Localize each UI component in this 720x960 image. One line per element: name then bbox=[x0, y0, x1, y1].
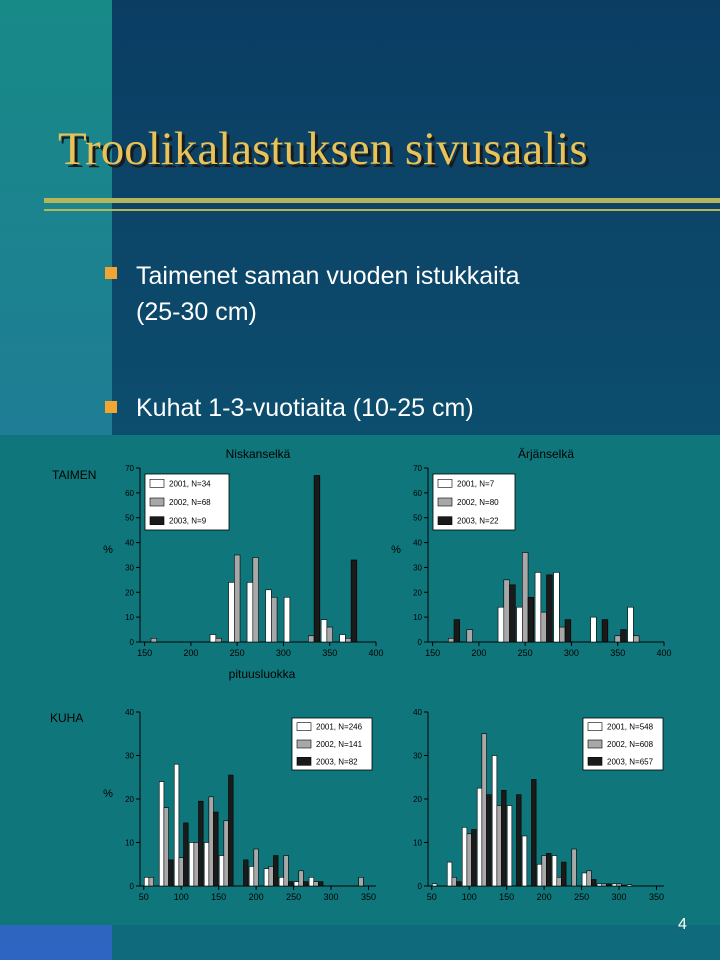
y-tick-label: 0 bbox=[129, 882, 134, 891]
bar-2002-270 bbox=[541, 612, 547, 642]
legend-swatch bbox=[588, 740, 602, 748]
bar-2003-120 bbox=[199, 801, 204, 886]
bar-2001-250 bbox=[517, 607, 523, 642]
bar-2002-350 bbox=[327, 627, 333, 642]
bar-2001-260 bbox=[294, 882, 299, 886]
bar-2002-290 bbox=[271, 597, 277, 642]
bar-2001-230 bbox=[210, 635, 216, 642]
legend-label: 2003, N=657 bbox=[607, 757, 654, 767]
bar-2002-160 bbox=[224, 821, 229, 886]
x-tick-label: 300 bbox=[611, 892, 627, 902]
x-tick-label: 300 bbox=[275, 648, 291, 658]
bar-2003-160 bbox=[228, 775, 233, 886]
bar-2001-60 bbox=[432, 884, 437, 886]
bar-2003-160 bbox=[516, 795, 521, 886]
y-tick-label: 50 bbox=[125, 513, 134, 523]
y-tick-label: 20 bbox=[413, 588, 422, 598]
bar-2002-190 bbox=[467, 630, 473, 642]
x-tick-label: 350 bbox=[610, 648, 626, 658]
bar-2001-290 bbox=[554, 572, 560, 642]
y-tick-label: 70 bbox=[413, 464, 422, 473]
y-tick-label: 40 bbox=[125, 708, 134, 717]
x-tick-label: 250 bbox=[229, 648, 245, 658]
bar-2002-170 bbox=[448, 638, 454, 642]
bar-2001-350 bbox=[321, 620, 327, 642]
bar-2001-220 bbox=[264, 869, 269, 886]
y-tick-label: 20 bbox=[125, 795, 134, 804]
y-tick-label: 30 bbox=[413, 751, 422, 761]
legend-swatch bbox=[438, 498, 452, 506]
bar-2002-220 bbox=[269, 866, 274, 886]
bar-2002-330 bbox=[308, 636, 314, 642]
bar-2001-60 bbox=[144, 877, 149, 886]
legend-label: 2003, N=9 bbox=[169, 516, 207, 526]
bar-2001-270 bbox=[535, 572, 541, 642]
bar-2002-280 bbox=[602, 884, 607, 886]
bar-2001-100 bbox=[174, 764, 179, 886]
bar-2001-290 bbox=[266, 590, 272, 642]
x-tick-label: 400 bbox=[368, 648, 384, 658]
bar-2002-80 bbox=[452, 877, 457, 886]
x-tick-label: 150 bbox=[137, 648, 153, 658]
bar-2001-80 bbox=[447, 862, 452, 886]
bar-2001-330 bbox=[591, 617, 597, 642]
y-tick-label: 10 bbox=[413, 838, 422, 848]
x-tick-label: 50 bbox=[426, 892, 437, 902]
bar-2003-140 bbox=[213, 812, 218, 886]
bullet-2-line-1: Kuhat 1-3-vuotiaita (10-25 cm) bbox=[136, 394, 474, 422]
bar-2003-280 bbox=[318, 882, 323, 886]
row-label-kuha: KUHA bbox=[50, 711, 84, 725]
bar-2001-370 bbox=[628, 607, 634, 642]
bar-2001-300 bbox=[612, 884, 617, 886]
x-tick-label: 200 bbox=[536, 892, 552, 902]
bar-2002-240 bbox=[284, 856, 289, 886]
y-tick-label: 70 bbox=[125, 464, 134, 473]
bar-2002-140 bbox=[497, 806, 502, 886]
bar-2002-290 bbox=[559, 627, 565, 642]
bar-2001-160 bbox=[507, 806, 512, 886]
bar-2002-260 bbox=[299, 871, 304, 886]
x-tick-label: 300 bbox=[323, 892, 339, 902]
bar-2003-330 bbox=[314, 475, 320, 642]
bar-2003-280 bbox=[606, 884, 611, 886]
bar-2002-120 bbox=[194, 843, 199, 887]
x-tick-label: 350 bbox=[648, 892, 665, 902]
bar-2001-120 bbox=[477, 788, 482, 886]
bar-2001-220 bbox=[552, 856, 557, 886]
bar-2002-60 bbox=[149, 877, 154, 886]
bar-2003-200 bbox=[546, 853, 551, 886]
legend-label: 2002, N=141 bbox=[316, 740, 363, 749]
bar-2002-350 bbox=[615, 636, 621, 642]
bar-2002-80 bbox=[164, 808, 169, 886]
x-tick-label: 350 bbox=[360, 892, 377, 902]
bar-2003-170 bbox=[454, 620, 460, 642]
bar-2003-120 bbox=[487, 795, 492, 886]
bar-2001-140 bbox=[204, 843, 209, 887]
bar-2001-270 bbox=[247, 582, 253, 642]
y-tick-label: 30 bbox=[125, 751, 134, 761]
bar-2001-310 bbox=[284, 597, 290, 642]
bar-2002-220 bbox=[557, 877, 562, 886]
page-number: 4 bbox=[678, 916, 687, 933]
legend-swatch bbox=[588, 757, 602, 765]
bar-2001-280 bbox=[597, 884, 602, 886]
y-tick-label: 40 bbox=[413, 708, 422, 717]
y-tick-label: 40 bbox=[125, 538, 134, 548]
row-label-taimen: TAIMEN bbox=[52, 468, 97, 482]
x-tick-label: 300 bbox=[563, 648, 579, 658]
bar-2002-200 bbox=[254, 849, 259, 886]
bar-2003-350 bbox=[621, 630, 627, 642]
bar-2003-80 bbox=[457, 882, 462, 886]
bar-2001-260 bbox=[582, 873, 587, 886]
y-tick-label: 30 bbox=[125, 563, 134, 573]
legend-swatch bbox=[588, 723, 602, 731]
bar-2003-290 bbox=[565, 620, 571, 642]
x-tick-label: 50 bbox=[138, 892, 149, 902]
bullet-1-line-1: Taimenet saman vuoden istukkaita bbox=[136, 262, 520, 290]
y-tick-label: 20 bbox=[413, 795, 422, 804]
bar-2002-120 bbox=[482, 734, 487, 886]
bar-2003-300 bbox=[621, 885, 626, 886]
bar-2002-100 bbox=[467, 834, 472, 886]
bar-2003-220 bbox=[561, 862, 566, 886]
bar-2002-240 bbox=[572, 849, 577, 886]
bar-2001-140 bbox=[492, 756, 497, 887]
bar-2002-340 bbox=[359, 877, 364, 886]
bar-2001-280 bbox=[309, 877, 314, 886]
bar-2001-370 bbox=[340, 635, 346, 642]
legend-swatch bbox=[297, 740, 311, 748]
bar-2003-250 bbox=[528, 597, 534, 642]
y-tick-label: 0 bbox=[417, 882, 422, 891]
legend-label: 2002, N=608 bbox=[607, 740, 654, 749]
bullet-1-line-2: (25-30 cm) bbox=[136, 298, 257, 326]
legend-swatch bbox=[297, 723, 311, 731]
bar-2003-230 bbox=[510, 585, 516, 642]
legend-label: 2001, N=7 bbox=[457, 479, 495, 489]
bar-2002-140 bbox=[209, 797, 214, 886]
bar-2003-100 bbox=[472, 829, 477, 886]
bar-2001-160 bbox=[219, 856, 224, 886]
bar-2001-180 bbox=[522, 836, 527, 886]
bar-2002-280 bbox=[314, 882, 319, 886]
bar-2003-330 bbox=[602, 620, 608, 642]
x-tick-label: 150 bbox=[211, 892, 227, 902]
x-tick-label: 150 bbox=[425, 648, 441, 658]
x-tick-label: 250 bbox=[286, 892, 302, 902]
y-tick-label: 10 bbox=[125, 838, 134, 848]
x-tick-label: 250 bbox=[574, 892, 590, 902]
bar-2003-180 bbox=[243, 860, 248, 886]
y-tick-label: 60 bbox=[413, 488, 422, 498]
bar-2003-370 bbox=[351, 560, 357, 642]
legend-swatch bbox=[297, 757, 311, 765]
legend-swatch bbox=[150, 517, 164, 525]
legend-swatch bbox=[438, 479, 452, 487]
bar-2001-240 bbox=[279, 877, 284, 886]
bar-2001-80 bbox=[159, 782, 164, 886]
legend-swatch bbox=[150, 479, 164, 487]
bar-2001-320 bbox=[627, 885, 632, 886]
bar-2003-220 bbox=[273, 856, 278, 886]
y-tick-label: 50 bbox=[413, 513, 422, 523]
y-tick-label: 40 bbox=[413, 538, 422, 548]
bar-2002-370 bbox=[633, 636, 639, 642]
bar-2001-230 bbox=[498, 607, 504, 642]
bar-2002-230 bbox=[504, 580, 510, 642]
x-tick-label: 250 bbox=[517, 648, 533, 658]
y-tick-label: 60 bbox=[125, 488, 134, 498]
bar-2002-260 bbox=[587, 871, 592, 886]
legend-label: 2001, N=548 bbox=[607, 722, 654, 732]
bar-2003-80 bbox=[169, 860, 174, 886]
chart-title: Niskanselkä bbox=[225, 447, 291, 461]
chart-title: Ärjänselkä bbox=[517, 447, 575, 461]
legend-swatch bbox=[438, 517, 452, 525]
bar-2002-160 bbox=[151, 638, 157, 642]
bar-2002-200 bbox=[542, 856, 547, 886]
bar-2003-270 bbox=[547, 575, 553, 642]
y-tick-label: 30 bbox=[413, 563, 422, 573]
bar-2002-100 bbox=[179, 858, 184, 886]
bar-2001-120 bbox=[189, 843, 194, 887]
y-tick-label: 10 bbox=[125, 613, 134, 623]
y-tick-label: 0 bbox=[417, 638, 422, 647]
bar-2003-140 bbox=[501, 790, 506, 886]
bar-2003-260 bbox=[591, 879, 596, 886]
bar-2003-260 bbox=[303, 882, 308, 886]
x-tick-label: 350 bbox=[322, 648, 338, 658]
x-tick-label: 200 bbox=[248, 892, 264, 902]
bar-2002-300 bbox=[617, 884, 622, 886]
x-tick-label: 200 bbox=[183, 648, 199, 658]
x-tick-label: 150 bbox=[499, 892, 515, 902]
legend-label: 2003, N=82 bbox=[316, 757, 358, 767]
x-axis-label: pituusluokka bbox=[228, 667, 296, 681]
legend-label: 2001, N=246 bbox=[316, 722, 363, 732]
y-axis-label: % bbox=[103, 788, 113, 800]
bar-2001-100 bbox=[462, 827, 467, 886]
bar-2001-250 bbox=[229, 582, 235, 642]
y-axis-label: % bbox=[103, 544, 113, 556]
y-tick-label: 0 bbox=[129, 638, 134, 647]
bar-2002-250 bbox=[234, 555, 240, 642]
x-tick-label: 400 bbox=[656, 648, 672, 658]
bar-2002-370 bbox=[345, 638, 351, 642]
bar-2001-200 bbox=[249, 866, 254, 886]
bar-2003-240 bbox=[288, 882, 293, 886]
x-tick-label: 100 bbox=[461, 892, 477, 902]
bar-2002-230 bbox=[216, 638, 222, 642]
bar-2001-200 bbox=[537, 864, 542, 886]
legend-label: 2002, N=68 bbox=[169, 498, 211, 507]
bar-2003-100 bbox=[184, 823, 189, 886]
x-tick-label: 100 bbox=[173, 892, 189, 902]
y-axis-label: % bbox=[391, 544, 401, 556]
legend-swatch bbox=[150, 498, 164, 506]
bar-2003-180 bbox=[531, 779, 536, 886]
y-tick-label: 10 bbox=[413, 613, 422, 623]
bar-2002-270 bbox=[253, 557, 259, 642]
legend-label: 2002, N=80 bbox=[457, 498, 499, 507]
bar-2002-250 bbox=[522, 553, 528, 642]
legend-label: 2001, N=34 bbox=[169, 479, 211, 489]
legend-label: 2003, N=22 bbox=[457, 516, 499, 526]
y-tick-label: 20 bbox=[125, 588, 134, 598]
slide-title: Troolikalastuksen sivusaalis bbox=[58, 123, 588, 175]
x-tick-label: 200 bbox=[471, 648, 487, 658]
